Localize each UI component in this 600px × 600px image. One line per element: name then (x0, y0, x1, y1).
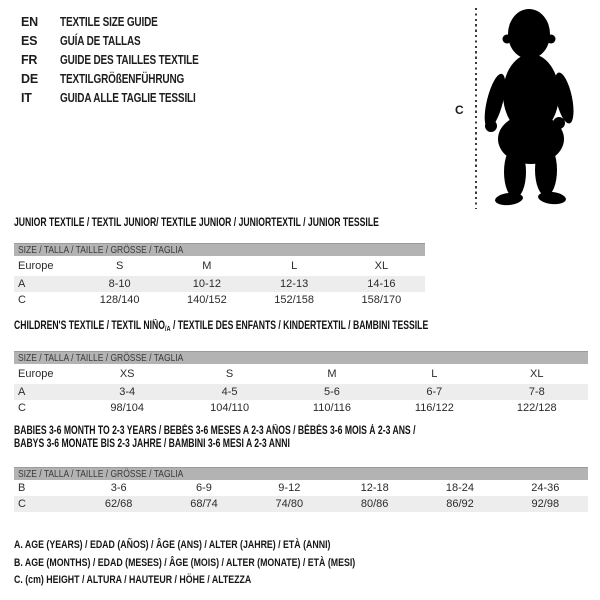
size-value-cell: 18-24 (445, 482, 475, 494)
size-value-cell: XL (530, 368, 544, 380)
title-text: / TEXTILE DES ENFANTS / KINDERTEXTIL / BAMBINI TESSILE (170, 320, 429, 332)
footnote-line: A. AGE (YEARS) / EDAD (AÑOS) / ÂGE (ANS) / ALTER (JAHRE) / ETÀ (ANNI) (14, 539, 331, 551)
size-value-cell: 152/158 (274, 294, 314, 306)
size-value-cell: 80/86 (332, 496, 417, 512)
size-header-row (14, 244, 425, 257)
size-value-cell: S (115, 260, 124, 272)
table-row (14, 496, 588, 512)
footnote-line: B. AGE (MONTHS) / EDAD (MESES) / ÂGE (MOIS) / ALTER (MONATE) / ETÀ (MESI) (14, 556, 356, 569)
size-value-cell: XS (119, 368, 135, 380)
title-text: BABIES 3-6 MONTH TO 2-3 YEARS / BEBÉS 3-6 MESES A 2-3 AÑOS / BÉBÉS 3-6 MOIS À 2-3 ANS / (14, 425, 416, 437)
height-measure-dotted-line (475, 8, 477, 209)
size-value-cell: 98/104 (110, 402, 145, 414)
table-row (14, 364, 588, 384)
size-value-cell: 12-13 (251, 276, 338, 292)
section-babies-textile (14, 425, 588, 512)
row-label: Europe (18, 368, 54, 380)
table-row (14, 256, 425, 276)
language-row (21, 88, 233, 107)
size-value-cell: XL (374, 260, 389, 272)
language-list (21, 13, 233, 107)
language-guide-title: TEXTILGRÖßENFÜHRUNG (60, 71, 185, 86)
size-header-cell: SIZE / TALLA / TAILLE / GRÖSSE / TAGLIA (14, 352, 588, 365)
size-value-cell: 14-16 (338, 276, 425, 292)
size-value-cell: L (431, 368, 438, 380)
table-row (14, 400, 588, 416)
size-value-cell: 104/110 (210, 402, 250, 414)
table-title (14, 320, 588, 335)
language-guide-title: GUIDA ALLE TAGLIE TESSILI (60, 90, 196, 105)
size-value-cell: L (291, 260, 298, 272)
size-value-cell: 128/140 (99, 294, 140, 306)
size-value-cell: 68/74 (161, 496, 246, 512)
language-code: EN (21, 15, 38, 30)
size-table (14, 351, 588, 416)
row-label: Europe (18, 260, 54, 272)
size-value-cell: M (202, 260, 212, 272)
size-value-cell: 8-10 (76, 276, 163, 292)
size-value-cell: 86/92 (417, 496, 502, 512)
section-childrens-textile (14, 320, 588, 416)
language-code: DE (21, 71, 38, 86)
size-value-cell: M (327, 368, 337, 380)
size-value-cell: 122/128 (516, 402, 557, 414)
size-value-cell: 5-6 (281, 384, 383, 400)
footnote-line: C. (cm) HEIGHT / ALTURA / HAUTEUR / HÖHE / ALTEZZA (14, 574, 252, 586)
language-row (21, 32, 233, 51)
size-value-cell: 116/122 (414, 402, 454, 414)
size-value-cell: 110/116 (312, 402, 352, 414)
table-title (14, 217, 425, 230)
row-label: A (14, 384, 76, 400)
size-header-cell: SIZE / TALLA / TAILLE / GRÖSSE / TAGLIA (14, 468, 588, 481)
title-text: CHILDREN'S TEXTILE / TEXTIL NIÑO (14, 320, 165, 332)
size-header-row (14, 468, 588, 481)
size-value-cell: 24-36 (531, 482, 560, 494)
language-row (21, 51, 233, 70)
title-subscript: /A (164, 324, 171, 333)
footnotes (14, 537, 441, 590)
size-value-cell: 62/68 (76, 496, 161, 512)
table-row (14, 292, 425, 308)
size-value-cell: 3-4 (76, 384, 178, 400)
table-row (14, 480, 588, 496)
baby-silhouette (482, 6, 582, 208)
size-value-cell: 6-9 (196, 482, 212, 494)
size-value-cell: S (225, 368, 234, 380)
language-guide-title: GUÍA DE TALLAS (60, 34, 141, 49)
size-value-cell: 6-7 (383, 384, 485, 400)
size-value-cell: 4-5 (178, 384, 280, 400)
language-guide-title: TEXTILE SIZE GUIDE (60, 15, 158, 30)
row-label: C (18, 402, 26, 414)
height-label-c: C (455, 103, 464, 117)
table-title (14, 438, 588, 451)
language-guide-title: GUIDE DES TAILLES TEXTILE (60, 52, 199, 67)
size-header-row (14, 352, 588, 365)
size-value-cell: 7-8 (486, 384, 588, 400)
size-header-cell: SIZE / TALLA / TAILLE / GRÖSSE / TAGLIA (14, 244, 425, 257)
language-row (21, 13, 233, 32)
row-label: A (14, 276, 76, 292)
row-label: C (18, 294, 26, 306)
size-value-cell: 3-6 (110, 482, 127, 494)
size-value-cell: 92/98 (503, 496, 588, 512)
size-value-cell: 74/80 (247, 496, 332, 512)
size-value-cell: 9-12 (278, 482, 301, 494)
language-row (21, 69, 233, 88)
size-value-cell: 158/170 (361, 294, 402, 306)
title-text: BABYS 3-6 MONATE BIS 2-3 JAHRE / BAMBINI 3-6 MESI A 2-3 ANNI (14, 438, 290, 450)
size-value-cell: 12-18 (360, 482, 389, 494)
table-row (14, 384, 588, 400)
table-title (14, 425, 588, 438)
row-label: B (18, 482, 26, 494)
language-code: IT (21, 90, 32, 105)
language-code: ES (21, 34, 38, 49)
language-code: FR (21, 52, 38, 67)
title-text: JUNIOR TEXTILE / TEXTIL JUNIOR/ TEXTILE JUNIOR / JUNIORTEXTIL / JUNIOR TESSILE (14, 217, 379, 229)
size-table (14, 243, 425, 308)
size-table (14, 467, 588, 512)
row-label: C (14, 496, 76, 512)
size-value-cell: 140/152 (186, 294, 227, 306)
section-junior-textile (14, 217, 425, 308)
table-row (14, 276, 425, 292)
size-value-cell: 10-12 (163, 276, 250, 292)
